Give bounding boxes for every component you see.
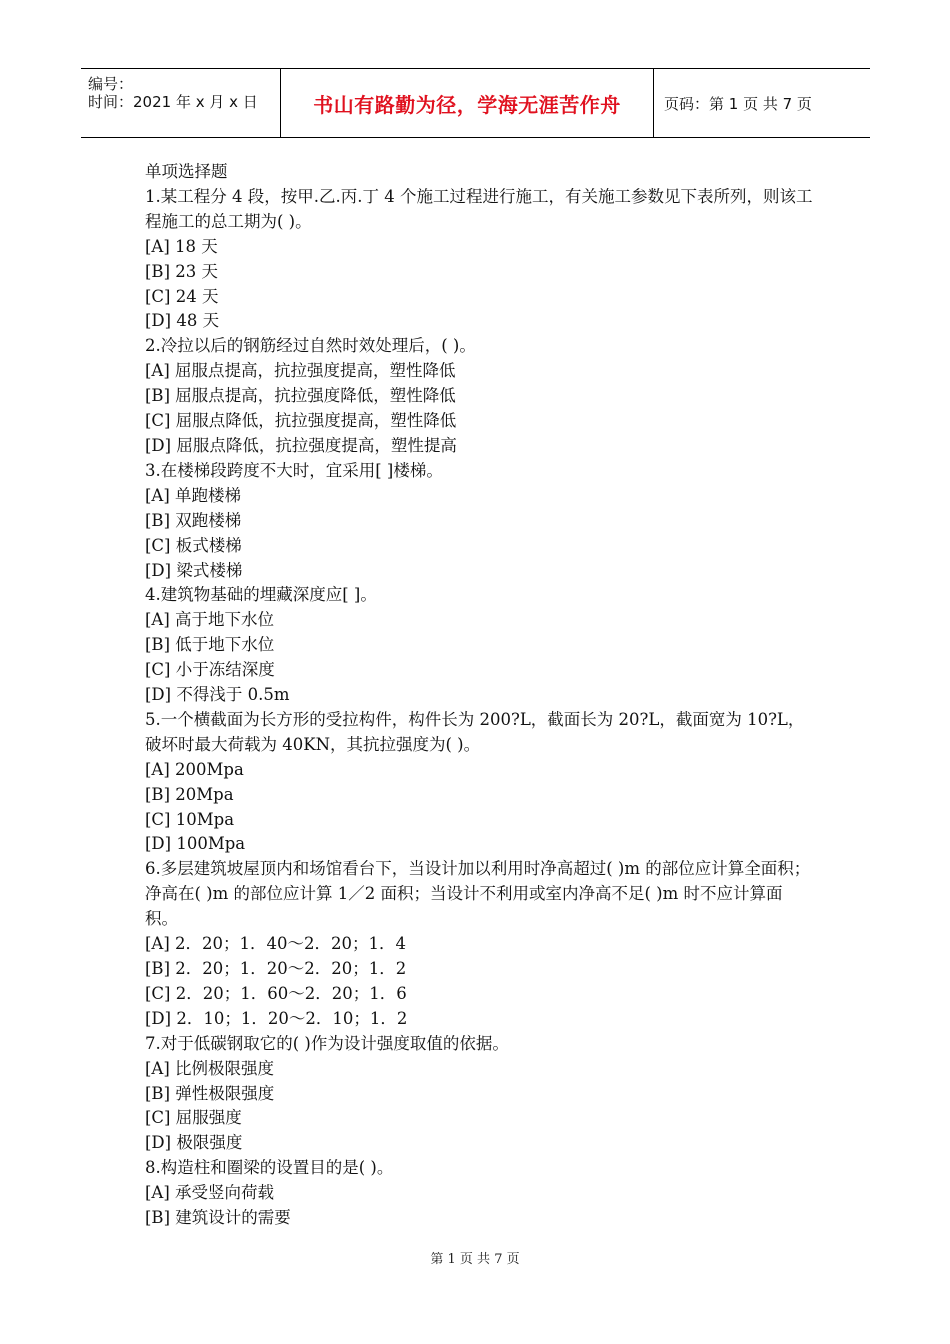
question-text: 1.某工程分 4 段，按甲.乙.丙.丁 4 个施工过程进行施工，有关施工参数见下表所列，则该工程施工的总工期为( )。	[145, 186, 813, 231]
option-b: [B] 23 天	[145, 261, 218, 281]
option-d: [D] 48 天	[145, 311, 220, 331]
option-d: [D] 极限强度	[145, 1133, 243, 1153]
option-a: [A] 屈服点提高，抗拉强度提高，塑性降低	[145, 361, 456, 381]
option-b: [B] 建筑设计的需要	[145, 1208, 291, 1228]
option-d: [D] 梁式楼梯	[145, 560, 243, 580]
option-b: [B] 双跑楼梯	[145, 510, 242, 530]
header-motto: 书山有路勤为径，学海无涯苦作舟	[313, 92, 621, 117]
option-b: [B] 2．20；1．20～2．20；1．2	[145, 959, 407, 978]
document-number-label: 编号：	[88, 75, 134, 93]
question-text: 5.一个横截面为长方形的受拉构件，构件长为 200?L，截面长为 20?L，截面宽为 10?L，破坏时最大荷载为 40KN，其抗拉强度为( )。	[145, 709, 805, 754]
option-d: [D] 屈服点降低，抗拉强度提高，塑性提高	[145, 435, 457, 455]
question-block	[145, 857, 815, 1031]
option-d: [D] 不得浅于 0.5m	[145, 685, 290, 705]
option-d: [D] 2．10；1．20～2．10；1．2	[145, 1008, 408, 1028]
option-b: [B] 屈服点提高，抗拉强度降低，塑性降低	[145, 386, 456, 406]
question-text: 6.多层建筑坡屋顶内和场馆看台下，当设计加以利用时净高超过( )m 的部位应计算全面积；净高在( )m 的部位应计算 1／2 面积；当设计不利用或室内净高不足( )m 时不应计算面积。	[145, 859, 811, 929]
option-a: [A] 高于地下水位	[145, 610, 275, 630]
option-a: [A] 2．20；1．40～2．20；1．4	[145, 934, 407, 954]
option-c: [C] 小于冻结深度	[145, 660, 275, 680]
header-motto-cell	[281, 69, 654, 137]
question-block	[145, 334, 815, 459]
option-c: [C] 10Mpa	[145, 809, 235, 829]
header-page-cell	[654, 69, 870, 137]
option-a: [A] 200Mpa	[145, 759, 244, 779]
section-title: 单项选择题	[145, 162, 228, 181]
question-block	[145, 1032, 815, 1157]
question-text: 8.构造柱和圈梁的设置目的是( )。	[145, 1158, 394, 1178]
question-text: 4.建筑物基础的埋藏深度应[ ]。	[145, 585, 377, 605]
option-a: [A] 18 天	[145, 236, 218, 256]
document-body	[145, 160, 815, 1231]
header-page-label: 页码：第 1 页 共 7 页	[664, 94, 812, 113]
question-text: 2.冷拉以后的钢筋经过自然时效处理后，( )。	[145, 336, 476, 356]
question-block	[145, 185, 815, 334]
option-c: [C] 24 天	[145, 286, 219, 306]
question-block	[145, 1156, 815, 1231]
document-date-label: 时间：2021 年 x 月 x 日	[88, 93, 258, 111]
option-c: [C] 屈服强度	[145, 1108, 242, 1128]
option-a: [A] 承受竖向荷载	[145, 1183, 275, 1203]
page-header	[81, 68, 870, 138]
option-b: [B] 弹性极限强度	[145, 1083, 275, 1103]
option-b: [B] 低于地下水位	[145, 635, 275, 655]
question-block	[145, 583, 815, 708]
question-block	[145, 459, 815, 584]
option-a: [A] 单跑楼梯	[145, 485, 242, 505]
question-text: 7.对于低碳钢取它的( )作为设计强度取值的依据。	[145, 1033, 509, 1053]
question-block	[145, 708, 815, 857]
option-a: [A] 比例极限强度	[145, 1058, 275, 1078]
header-meta-cell	[81, 69, 281, 137]
option-c: [C] 2．20；1．60～2．20；1．6	[145, 983, 407, 1003]
page-footer: 第 1 页 共 7 页	[430, 1252, 520, 1267]
option-c: [C] 屈服点降低，抗拉强度提高，塑性降低	[145, 411, 457, 431]
option-b: [B] 20Mpa	[145, 784, 234, 804]
option-c: [C] 板式楼梯	[145, 535, 242, 555]
option-d: [D] 100Mpa	[145, 834, 246, 854]
question-text: 3.在楼梯段跨度不大时，宜采用[ ]楼梯。	[145, 460, 443, 480]
